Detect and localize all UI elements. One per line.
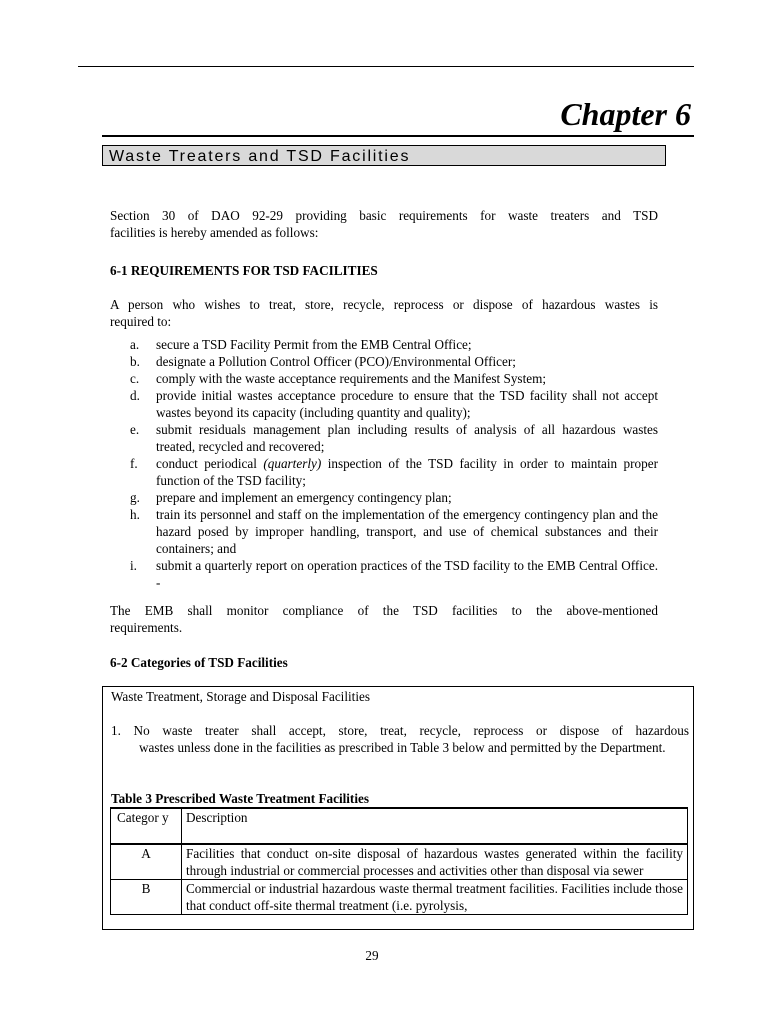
list-item: [110, 506, 658, 557]
list-item: [110, 557, 658, 591]
intro-paragraph: [110, 207, 658, 241]
list-item: [110, 353, 658, 370]
box-item-1: [111, 722, 689, 756]
table-header-row: [111, 808, 688, 844]
monitor-paragraph: [110, 602, 658, 636]
heading-6-2: 6-2 Categories of TSD Facilities: [110, 655, 288, 670]
chapter-title: Chapter 6: [560, 96, 691, 132]
list-marker: f.: [130, 456, 138, 471]
box-title: Waste Treatment, Storage and Disposal Facilities: [111, 689, 370, 704]
list-item: [110, 387, 658, 421]
list-item-text: conduct periodical (quarterly) inspection of the TSD facility in order to maintain proper function of the TSD facility;: [156, 456, 658, 488]
header-description: Description: [182, 808, 688, 844]
header-category: Categor y: [111, 808, 182, 844]
facilities-box: [102, 686, 694, 930]
requirements-intro: [110, 296, 658, 330]
chapter-rule: [102, 135, 694, 137]
list-item-text: comply with the waste acceptance requirements and the Manifest System;: [156, 371, 547, 386]
row-description: Commercial or industrial hazardous waste thermal treatment facilities. Facilities include those that conduct off-site thermal treatment (i.e. pyrolysis,: [182, 880, 688, 915]
list-item-text: train its personnel and staff on the implementation of the emergency contingency plan and the hazard posed by improper handling, transport, and use of chemical substances and their containers; and: [156, 507, 658, 556]
intro-line-2: facilities is hereby amended as follows:: [110, 225, 319, 240]
list-item-text: secure a TSD Facility Permit from the EMB Central Office;: [156, 337, 472, 352]
list-item-text: prepare and implement an emergency contingency plan;: [156, 490, 452, 505]
list-item: [110, 370, 658, 387]
list-item: [110, 489, 658, 506]
requirements-list: [110, 336, 658, 591]
list-marker: c.: [130, 371, 140, 386]
table-row: [111, 880, 688, 915]
list-marker: g.: [130, 490, 140, 505]
row-category: B: [111, 880, 182, 915]
table-row: [111, 844, 688, 880]
section-title: Waste Treaters and TSD Facilities: [102, 145, 666, 166]
monitor-line-1: The EMB shall monitor compliance of the TSD facilities to the above-mentioned: [110, 603, 658, 618]
list-marker: b.: [130, 354, 140, 369]
req-intro-line-1: A person who wishes to treat, store, recycle, reprocess or dispose of hazardous wastes is: [110, 297, 658, 312]
list-item: [110, 336, 658, 353]
list-item: [110, 455, 658, 489]
list-marker: e.: [130, 422, 140, 437]
box-item-1-first-line: 1. No waste treater shall accept, store, treat, recycle, reprocess or dispose of hazardous: [111, 723, 689, 738]
monitor-line-2: requirements.: [110, 620, 183, 635]
list-item-text: provide initial wastes acceptance procedure to ensure that the TSD facility shall not accept wastes beyond its capacity (including quantity and quality);: [156, 388, 658, 420]
table-caption: Table 3 Prescribed Waste Treatment Facilities: [111, 791, 369, 806]
list-marker: a.: [130, 337, 140, 352]
intro-line-1: Section 30 of DAO 92-29 providing basic requirements for waste treaters and TSD: [110, 208, 658, 223]
box-item-1-rest: wastes unless done in the facilities as prescribed in Table 3 below and permitted by the Department.: [139, 740, 666, 755]
list-item-text: designate a Pollution Control Officer (PCO)/Environmental Officer;: [156, 354, 516, 369]
list-marker: d.: [130, 388, 140, 403]
heading-6-1: 6-1 REQUIREMENTS FOR TSD FACILITIES: [110, 263, 378, 278]
list-item: [110, 421, 658, 455]
prescribed-facilities-table: [110, 807, 688, 915]
req-intro-line-2: required to:: [110, 314, 172, 329]
list-item-text: submit a quarterly report on operation practices of the TSD facility to the EMB Central Office. -: [156, 558, 658, 590]
row-description: Facilities that conduct on-site disposal of hazardous wastes generated within the facility through industrial or commercial processes and activities other than disposal via sewer: [182, 844, 688, 880]
row-category: A: [111, 844, 182, 880]
list-marker: i.: [130, 558, 137, 573]
list-marker: h.: [130, 507, 140, 522]
top-rule: [78, 66, 694, 67]
page-number: 29: [365, 948, 379, 963]
list-item-text: submit residuals management plan including results of analysis of all hazardous wastes treated, recycled and recovered;: [156, 422, 658, 454]
